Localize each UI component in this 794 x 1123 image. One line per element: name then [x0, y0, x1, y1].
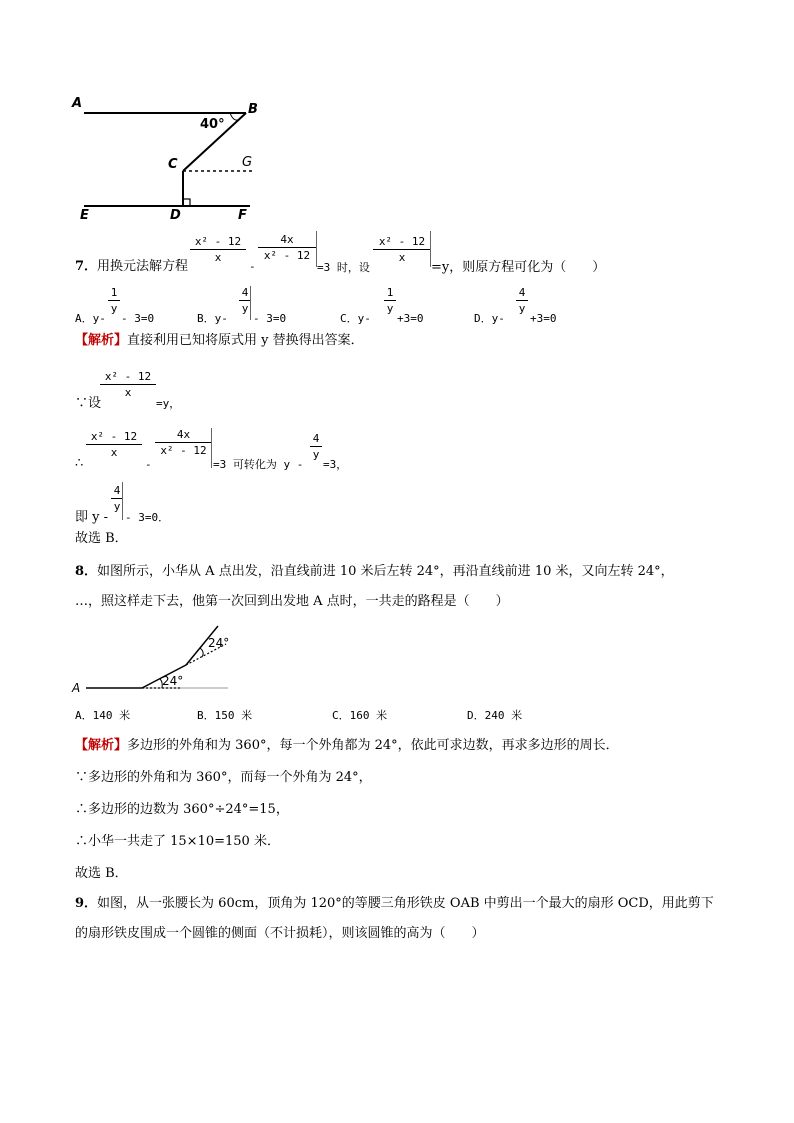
label-a: A: [72, 96, 83, 111]
q7-step1-post: =y，: [156, 397, 181, 410]
label-angle-2: 24°: [208, 636, 230, 650]
q7-step2-num3: 4: [310, 432, 322, 447]
q7-option-b-den: y: [241, 302, 249, 315]
q7-option-a-pre: A．y-: [75, 312, 106, 325]
label-b: B: [248, 102, 258, 117]
q7-step1-den: x: [124, 386, 132, 399]
q7-step2-num2: 4x: [155, 428, 212, 443]
q8-line1: [75, 564, 674, 580]
q7-step2-frac3: [310, 432, 322, 461]
angle-arc-2: [200, 648, 203, 657]
q7-step2-post: =3，: [323, 458, 348, 471]
q7-option-b-post: - 3=0: [253, 312, 287, 325]
q8-option-c: C．160 米: [332, 709, 388, 722]
q7-step2-den1: x: [110, 446, 118, 459]
q7-option-b-num: 4: [239, 286, 251, 301]
q7-option-a-den: y: [110, 302, 118, 315]
q7-step2-frac2: [155, 428, 212, 457]
q8-answer: 故选 B．: [75, 866, 128, 881]
q7-analysis-line: [75, 333, 364, 349]
q7-step1-pre: ∵设: [75, 396, 102, 411]
q8-step1: ∵多边形的外角和为 360°，而每一个外角为 24°，: [75, 770, 372, 785]
q7-option-c-den: y: [386, 302, 394, 315]
q7-stem-post: =y，则原方程可化为（ ）: [431, 260, 606, 275]
q7-stem-pre: 用换元法解方程: [97, 259, 189, 274]
q7-step1-frac: [100, 370, 156, 399]
q7-step2-pre: ∴: [75, 456, 84, 471]
q8-analysis-tag: 【解析】: [75, 738, 128, 753]
q7-frac1-num: x² - 12: [190, 235, 246, 250]
q7-step2-frac1: [86, 430, 142, 459]
q7-frac1-den: x: [214, 251, 222, 264]
right-angle-mark: [183, 199, 190, 206]
q9-line1: [75, 896, 714, 912]
q7-analysis-text: 直接利用已知将原式用 y 替换得出答案．: [127, 333, 364, 348]
label-d: D: [170, 208, 181, 223]
q7-step3-num: 4: [111, 484, 123, 499]
parallel-lines-figure: [70, 95, 270, 225]
q7-option-a-num: 1: [108, 286, 120, 301]
q7-minus: -: [249, 260, 256, 273]
q7-frac3-num: x² - 12: [373, 235, 431, 250]
q7-eq3: =3 时，设: [317, 261, 370, 274]
label-angle-1: 24°: [162, 674, 184, 688]
q8-option-d: D．240 米: [467, 709, 523, 722]
q7-frac3: [373, 235, 431, 264]
q7-step3-den: y: [113, 500, 121, 513]
walking-path-figure: [70, 622, 235, 694]
label-c: C: [168, 157, 178, 172]
q7-option-a-frac: [108, 286, 120, 315]
q9-number: 9．: [75, 896, 98, 911]
q7-option-b-bar: [250, 286, 251, 320]
q7-frac1: [190, 235, 246, 264]
q7-step3-post: - 3=0．: [125, 511, 170, 524]
q7-answer: 故选 B．: [75, 531, 128, 546]
q8-analysis-line: [75, 738, 619, 754]
q7-option-d-post: +3=0: [530, 312, 557, 325]
q7-step2-den2: x² - 12: [160, 444, 207, 457]
q8-analysis-text: 多边形的外角和为 360°，每一个外角都为 24°，依此可求边数，再求多边形的周长．: [127, 738, 619, 753]
q7-option-d-den: y: [518, 302, 526, 315]
q7-number: 7．: [75, 259, 98, 274]
q7-frac2-den: x² - 12: [263, 249, 311, 262]
q7-option-a-post: - 3=0: [121, 312, 155, 325]
q7-step1-num: x² - 12: [100, 370, 156, 385]
q8-line1-text: 如图所示，小华从 A 点出发，沿直线前进 10 米后左转 24°，再沿直线前进 10 米，又向左转 24°，: [97, 564, 674, 579]
q7-option-d-num: 4: [516, 286, 528, 301]
q7-option-c-pre: C．y-: [340, 312, 371, 325]
q7-step2-den3: y: [312, 448, 320, 461]
q9-line2: 的扇形铁皮围成一个圆锥的侧面（不计损耗），则该圆锥的高为（ ）: [75, 926, 485, 941]
q7-option-d-frac: [516, 286, 528, 315]
q7-frac2-num: 4x: [258, 233, 316, 248]
q7-step2-num1: x² - 12: [86, 430, 142, 445]
label-e: E: [80, 208, 89, 223]
q9-line1-text: 如图，从一张腰长为 60cm，顶角为 120°的等腰三角形铁皮 OAB 中剪出一个最大的扇形 OCD，用此剪下: [97, 896, 714, 911]
q7-analysis-tag: 【解析】: [75, 333, 128, 348]
label-f: F: [238, 208, 247, 223]
q8-step3: ∴小华一共走了 15×10=150 米．: [75, 834, 280, 849]
label-angle: 40°: [200, 117, 225, 132]
q7-option-b-pre: B．y-: [197, 312, 228, 325]
q7-step3-pre: 即 y -: [75, 510, 109, 525]
q8-option-b: B．150 米: [197, 709, 253, 722]
q7-step3-bar: [122, 482, 123, 520]
q7-frac2: [258, 233, 316, 262]
q8-line2: …，照这样走下去，他第一次回到出发地 A 点时，一共走的路程是（ ）: [75, 594, 509, 609]
q7-option-c-num: 1: [384, 286, 396, 301]
q7-option-d-pre: D．y-: [474, 312, 505, 325]
q7-option-c-frac: [384, 286, 396, 315]
q7-step2-minus: -: [145, 458, 152, 471]
q7-frac3-den: x: [398, 251, 406, 264]
q7-step2-bar: [211, 428, 212, 468]
q8-option-a: A．140 米: [75, 709, 131, 722]
q7-option-c-post: +3=0: [397, 312, 424, 325]
label-g: G: [242, 155, 253, 170]
q7-step2-mid: =3 可转化为 y -: [213, 458, 304, 471]
label-a: A: [72, 681, 81, 694]
q8-number: 8．: [75, 564, 98, 579]
q8-step2: ∴多边形的边数为 360°÷24°=15，: [75, 802, 289, 817]
q7-stem: [75, 259, 188, 275]
